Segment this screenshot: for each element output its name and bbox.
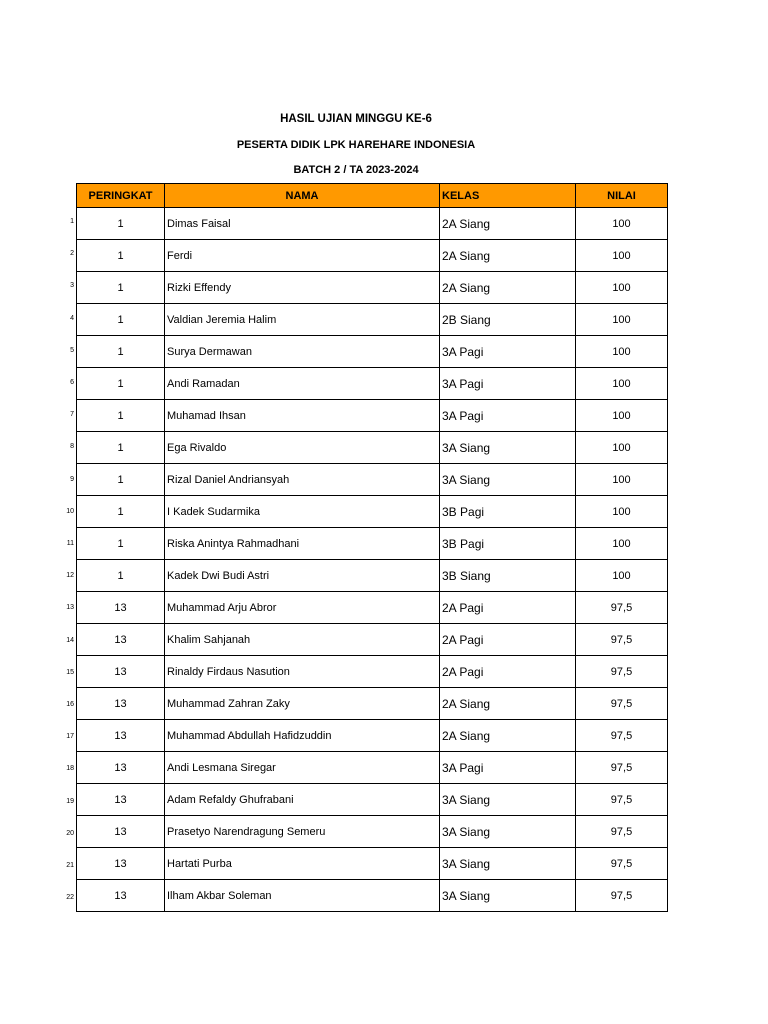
row-number: 14: [66, 636, 74, 644]
score-cell: 97,5: [576, 720, 668, 752]
column-header-score: NILAI: [576, 184, 668, 208]
name-cell: Dimas Faisal: [165, 208, 440, 240]
table-row: [77, 752, 668, 784]
class-cell: 2A Siang: [440, 208, 576, 240]
table-row: [77, 688, 668, 720]
name-cell: Surya Dermawan: [165, 336, 440, 368]
row-number: 12: [66, 572, 74, 580]
table-row: [77, 496, 668, 528]
rank-cell: 13: [77, 784, 165, 816]
name-cell: Rizki Effendy: [165, 272, 440, 304]
row-number: 11: [66, 540, 74, 547]
class-cell: 2A Siang: [440, 272, 576, 304]
name-cell: Valdian Jeremia Halim: [165, 304, 440, 336]
class-cell: 3A Siang: [440, 848, 576, 880]
rank-cell: 1: [77, 400, 165, 432]
score-cell: 100: [576, 336, 668, 368]
class-cell: 2A Pagi: [440, 624, 576, 656]
name-cell: Rinaldy Firdaus Nasution: [165, 656, 440, 688]
score-cell: 97,5: [576, 880, 668, 912]
rank-cell: 13: [77, 688, 165, 720]
row-number: 5: [70, 346, 74, 354]
score-cell: 97,5: [576, 656, 668, 688]
table-body: [77, 208, 668, 912]
row-number: 4: [70, 314, 74, 322]
row-number: 6: [70, 379, 74, 386]
row-number: 13: [66, 604, 74, 612]
score-cell: 100: [576, 432, 668, 464]
name-cell: Adam Refaldy Ghufrabani: [165, 784, 440, 816]
table-row: [77, 656, 668, 688]
rank-cell: 1: [77, 496, 165, 528]
score-cell: 97,5: [576, 624, 668, 656]
document-title: HASIL UJIAN MINGGU KE-6: [280, 113, 432, 125]
row-number: 10: [66, 507, 74, 515]
score-cell: 97,5: [576, 784, 668, 816]
score-cell: 97,5: [576, 816, 668, 848]
class-cell: 3B Pagi: [440, 496, 576, 528]
name-cell: Kadek Dwi Budi Astri: [165, 560, 440, 592]
name-cell: Muhammad Arju Abror: [165, 592, 440, 624]
rank-cell: 13: [77, 624, 165, 656]
class-cell: 3A Pagi: [440, 336, 576, 368]
name-cell: Ega Rivaldo: [165, 432, 440, 464]
rank-cell: 1: [77, 304, 165, 336]
class-cell: 3A Pagi: [440, 752, 576, 784]
table-row: [77, 528, 668, 560]
rank-cell: 1: [77, 240, 165, 272]
column-header-class: KELAS: [440, 184, 576, 208]
class-cell: 3B Pagi: [440, 528, 576, 560]
class-cell: 3A Siang: [440, 432, 576, 464]
table-row: [77, 432, 668, 464]
batch-label: BATCH 2 / TA 2023-2024: [293, 164, 419, 176]
row-number: 19: [66, 797, 74, 805]
document-subtitle: PESERTA DIDIK LPK HAREHARE INDONESIA: [236, 139, 476, 151]
rank-cell: 13: [77, 880, 165, 912]
rank-cell: 13: [77, 720, 165, 752]
score-cell: 100: [576, 464, 668, 496]
class-cell: 2A Pagi: [440, 656, 576, 688]
row-number: 3: [70, 282, 74, 290]
name-cell: Andi Ramadan: [165, 368, 440, 400]
table-header-row: [77, 184, 668, 208]
row-number: 15: [66, 668, 74, 676]
class-cell: 3B Siang: [440, 560, 576, 592]
row-number: 20: [66, 829, 74, 837]
table-row: [77, 592, 668, 624]
class-cell: 3A Pagi: [440, 400, 576, 432]
score-cell: 97,5: [576, 592, 668, 624]
rank-cell: 13: [77, 592, 165, 624]
score-cell: 97,5: [576, 752, 668, 784]
rank-cell: 1: [77, 560, 165, 592]
class-cell: 3A Siang: [440, 816, 576, 848]
table-row: [77, 624, 668, 656]
name-cell: Muhamad Ihsan: [165, 400, 440, 432]
row-number: 17: [66, 733, 74, 741]
rank-cell: 1: [77, 368, 165, 400]
table-row: [77, 816, 668, 848]
name-cell: I Kadek Sudarmika: [165, 496, 440, 528]
row-number: 22: [66, 894, 74, 902]
score-cell: 100: [576, 528, 668, 560]
name-cell: Khalim Sahjanah: [165, 624, 440, 656]
class-cell: 2A Siang: [440, 720, 576, 752]
table-row: [77, 400, 668, 432]
class-cell: 3A Siang: [440, 784, 576, 816]
class-cell: 3A Siang: [440, 464, 576, 496]
rank-cell: 1: [77, 336, 165, 368]
name-cell: Ilham Akbar Soleman: [165, 880, 440, 912]
class-cell: 2A Siang: [440, 240, 576, 272]
row-number: 16: [66, 701, 74, 708]
row-number: 21: [66, 862, 74, 869]
rank-cell: 13: [77, 752, 165, 784]
name-cell: Muhammad Zahran Zaky: [165, 688, 440, 720]
table-row: [77, 784, 668, 816]
table-row: [77, 720, 668, 752]
score-cell: 97,5: [576, 848, 668, 880]
score-cell: 100: [576, 560, 668, 592]
name-cell: Andi Lesmana Siregar: [165, 752, 440, 784]
class-cell: 3A Siang: [440, 880, 576, 912]
row-number: 18: [66, 765, 74, 773]
class-cell: 2A Pagi: [440, 592, 576, 624]
name-cell: Rizal Daniel Andriansyah: [165, 464, 440, 496]
column-header-rank: PERINGKAT: [77, 184, 165, 208]
score-cell: 100: [576, 368, 668, 400]
rank-cell: 1: [77, 464, 165, 496]
rank-cell: 1: [77, 272, 165, 304]
class-cell: 3A Pagi: [440, 368, 576, 400]
row-number: 9: [70, 475, 74, 483]
score-cell: 100: [576, 496, 668, 528]
row-number: 2: [70, 250, 74, 258]
table-row: [77, 848, 668, 880]
name-cell: Riska Anintya Rahmadhani: [165, 528, 440, 560]
table-row: [77, 560, 668, 592]
row-number: 8: [70, 443, 74, 451]
results-table: [76, 183, 668, 912]
name-cell: Ferdi: [165, 240, 440, 272]
table-row: [77, 368, 668, 400]
rank-cell: 13: [77, 848, 165, 880]
name-cell: Muhammad Abdullah Hafidzuddin: [165, 720, 440, 752]
rank-cell: 1: [77, 528, 165, 560]
table-row: [77, 272, 668, 304]
table-row: [77, 880, 668, 912]
score-cell: 100: [576, 272, 668, 304]
name-cell: Hartati Purba: [165, 848, 440, 880]
table-row: [77, 240, 668, 272]
row-number: 1: [70, 218, 74, 225]
score-cell: 100: [576, 208, 668, 240]
rank-cell: 13: [77, 656, 165, 688]
class-cell: 2A Siang: [440, 688, 576, 720]
table-row: [77, 208, 668, 240]
score-cell: 97,5: [576, 688, 668, 720]
score-cell: 100: [576, 240, 668, 272]
table-row: [77, 304, 668, 336]
rank-cell: 1: [77, 432, 165, 464]
score-cell: 100: [576, 400, 668, 432]
column-header-name: NAMA: [165, 184, 440, 208]
class-cell: 2B Siang: [440, 304, 576, 336]
table-row: [77, 464, 668, 496]
name-cell: Prasetyo Narendragung Semeru: [165, 816, 440, 848]
rank-cell: 1: [77, 208, 165, 240]
score-cell: 100: [576, 304, 668, 336]
rank-cell: 13: [77, 816, 165, 848]
row-number: 7: [70, 411, 74, 419]
table-row: [77, 336, 668, 368]
